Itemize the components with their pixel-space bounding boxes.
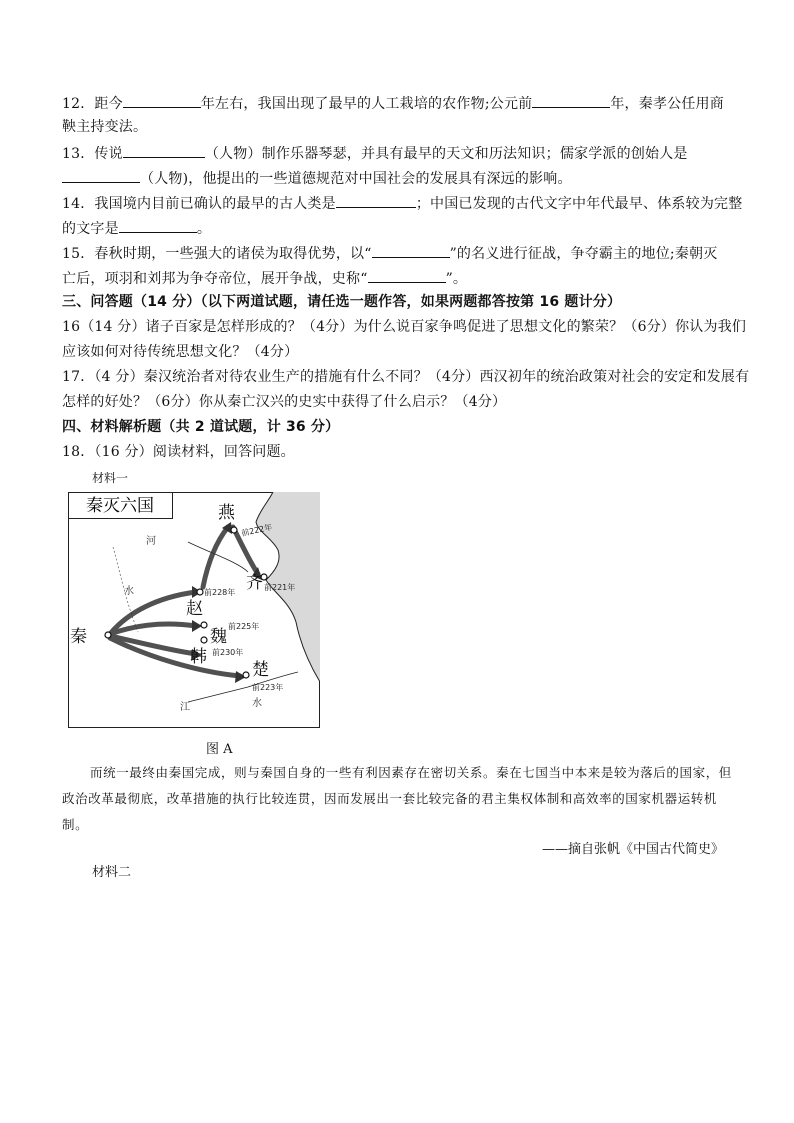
label-zhao: 赵 (186, 599, 203, 619)
label-han: 韩 (190, 647, 207, 667)
label-yan: 燕 (218, 503, 235, 523)
q13-text-1: 13．传说 (62, 146, 123, 162)
q15-text-3: 亡后，项羽和刘邦为争夺帝位，展开争战，史称“ (62, 271, 368, 287)
q14-text-3: 的文字是 (62, 221, 119, 237)
question-14-line-1 (62, 192, 743, 214)
question-17-line-2: 怎样的好处？（6分）你从秦亡汉兴的史实中获得了什么启示？（4分） (62, 394, 507, 410)
q12-text-2: 年左右，我国出现了最早的人工栽培的农作物;公元前 (200, 96, 533, 112)
date-zhao: 前228年 (204, 588, 236, 597)
q15-text-1: 15．春秋时期，一些强大的诸侯为取得优势，以“ (62, 246, 372, 262)
marker-han (201, 637, 207, 643)
q12-text-1: 12．距今 (62, 96, 123, 112)
date-qi: 前221年 (264, 583, 296, 592)
date-han: 前230年 (212, 648, 244, 657)
q14-blank-2[interactable] (119, 217, 197, 233)
date-yan: 前222年 (240, 522, 274, 538)
q15-text-4: ”。 (445, 271, 468, 287)
label-qin: 秦 (70, 627, 87, 647)
label-wei: 魏 (210, 627, 227, 647)
question-14-line-2 (62, 217, 734, 239)
q13-text-3: （人物)，他提出的一些道德规范对中国社会的发展具有深远的影响。 (140, 171, 572, 187)
marker-wei (201, 622, 207, 628)
material-1-quote: 而统一最终由秦国完成，则与秦国自身的一些有利因素存在密切关系。秦在七国当中本来是较为落后的国家，但政治改革最彻底，改革措施的执行比较连贯，因而发展出一套比较完备的君主集权体制和高效率的国家机器运转机制。 (62, 765, 732, 832)
q13-blank-2[interactable] (62, 167, 140, 183)
question-12-line-2 (62, 117, 734, 137)
question-13-line-1 (62, 142, 734, 164)
date-chu: 前223年 (252, 683, 284, 692)
q13-blank-1[interactable] (123, 142, 205, 158)
q12-blank-2[interactable] (532, 92, 610, 108)
q15-blank-2[interactable] (368, 267, 446, 283)
q12-text-4: 鞅主持变法。 (62, 119, 148, 135)
q13-text-2: （人物）制作乐器琴瑟，并具有最早的天文和历法知识；儒家学派的创始人是 (204, 146, 688, 162)
river-label-shui: 水 (124, 586, 134, 597)
river-label-shui-2: 水 (252, 698, 262, 709)
marker-qin (105, 632, 111, 638)
marker-yan (231, 527, 237, 533)
question-16-line-1: 16（14 分）诸子百家是怎样形成的？（4分）为什么说百家争鸣促进了思想文化的繁荣？（6分）你认为我们 (62, 319, 747, 335)
marker-zhao (197, 589, 203, 595)
question-15-line-2 (62, 267, 734, 289)
question-16-line-2: 应该如何对待传统思想文化？（4分） (62, 344, 299, 360)
map-caption: 图 A (206, 742, 233, 757)
date-wei: 前225年 (228, 622, 260, 631)
question-18: 18．（16 分）阅读材料，回答问题。 (62, 444, 295, 460)
q12-text-3: 年，秦孝公任用商 (610, 96, 724, 112)
material-1-label: 材料一 (92, 471, 129, 485)
river-label-he: 河 (146, 536, 156, 547)
q12-blank-1[interactable] (123, 92, 201, 108)
question-12-line-1 (62, 92, 734, 114)
question-17-line-1: 17．（4 分）秦汉统治者对待农业生产的措施有什么不同？（4分）西汉初年的统治政策对社会的安定和发展有 (62, 369, 750, 385)
qin-conquest-map (68, 492, 320, 728)
q14-text-2: ；中国已发现的古代文字中年代最早、体系较为完整 (415, 196, 743, 212)
map-title: 秦灭六国 (86, 496, 154, 516)
q14-blank-1[interactable] (336, 192, 416, 208)
q15-blank-1[interactable] (372, 242, 450, 258)
section-3-heading: 三、问答题（14 分）（以下两道试题，请任选一题作答，如果两题都答按第 16 题计分） (62, 294, 622, 310)
question-15-line-1 (62, 242, 734, 264)
label-chu: 楚 (252, 660, 269, 680)
q14-text-4: 。 (196, 221, 212, 237)
q14-text-1: 14．我国境内目前已确认的最早的古人类是 (62, 196, 336, 212)
quote-source: ——摘自张帆《中国古代简史》 (541, 842, 724, 857)
q15-text-2: ”的名义进行征战，争夺霸主的地位;秦朝灭 (449, 246, 718, 262)
question-13-line-2 (62, 167, 734, 189)
label-qi: 齐 (246, 573, 263, 593)
river-label-jiang: 江 (180, 702, 190, 713)
material-2-label: 材料二 (92, 865, 132, 880)
marker-chu (243, 672, 249, 678)
section-4-heading: 四、材料解析题（共 2 道试题，计 36 分） (62, 419, 340, 435)
